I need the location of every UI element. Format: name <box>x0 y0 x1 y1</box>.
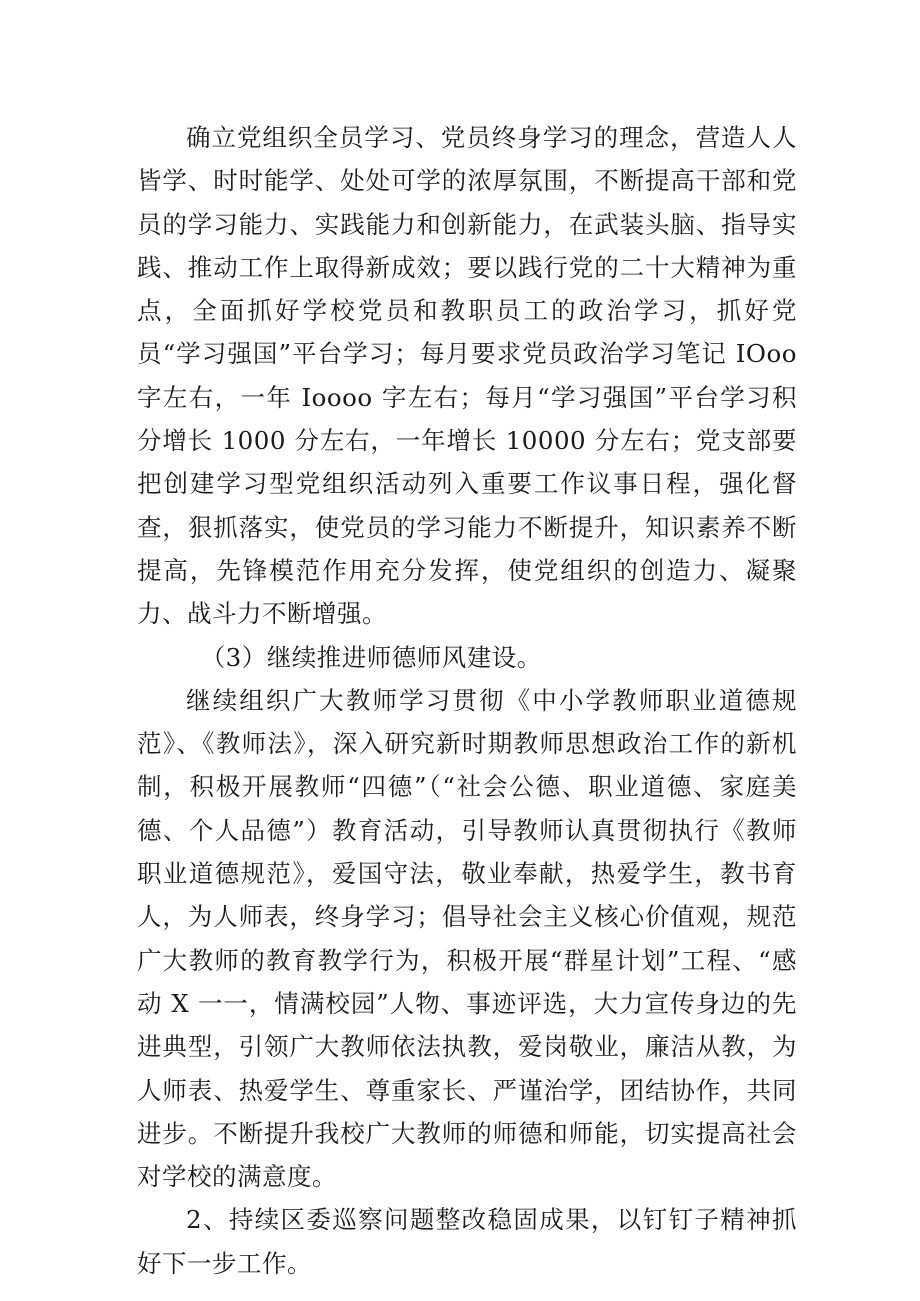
document-body <box>137 116 797 1285</box>
section-heading-teacher-ethics: （3）继续推进师德师风建设。 <box>200 642 542 672</box>
paragraph-teacher-ethics: 继续组织广大教师学习贯彻《中小学教师职业道德规范》、《教师法》，深入研究新时期教师思想政治工作的新机制，积极开展教师“四德”（“社会公德、职业道德、家庭美德、个人品德”）教育活动，引导教师认真贯彻执行《教师职业道德规范》，爱国守法，敬业奉献，热爱学生，教书育人，为人师表，终身学习；倡导社会主义核心价值观，规范广大教师的教育教学行为，积极开展“群星计划”工程、“感动 X 一一，情满校园”人物、事迹评选，大力宣传身边的先进典型，引领广大教师依法执教，爱岗敬业，廉洁从教，为人师表、热爱学生、尊重家长、严谨治学，团结协作，共同进步。不断提升我校广大教师的师德和师能，切实提高社会对学校的满意度。 <box>137 685 797 1192</box>
paragraph-inspection-rectification: 2、持续区委巡察问题整改稳固成果，以钉钉子精神抓好下一步工作。 <box>137 1205 797 1278</box>
paragraph-learning-organization: 确立党组织全员学习、党员终身学习的理念，营造人人皆学、时时能学、处处可学的浓厚氛围，不断提高干部和党员的学习能力、实践能力和创新能力，在武装头脑、指导实践、推动工作上取得新成效；要以践行党的二十大精神为重点，全面抓好学校党员和教职员工的政治学习，抓好党员“学习强国”平台学习；每月要求党员政治学习笔记 IOoo 字左右，一年 Ioooo 字左右；每月“学习强国”平台学习积分增长 1000 分左右，一年增长 10000 分左右；党支部要把创建学习型党组织活动列入重要工作议事日程，强化督查，狠抓落实，使党员的学习能力不断提升，知识素养不断提高，先锋模范作用充分发挥，使党组织的创造力、凝聚力、战斗力不断增强。 <box>137 123 797 629</box>
